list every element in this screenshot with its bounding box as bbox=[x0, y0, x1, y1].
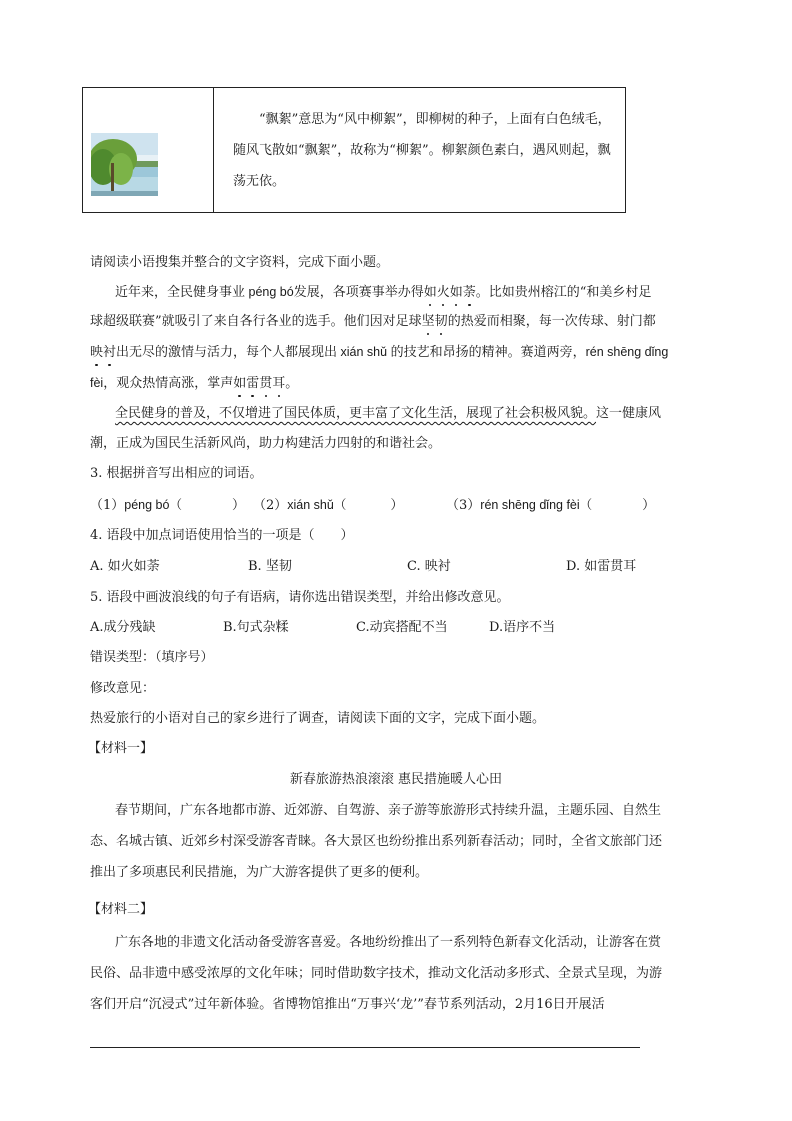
table-description: “飘絮”意思为“风中柳絮”，即柳树的种子，上面有白色绒毛，随风飞散如“飘絮”，故称为“柳絮”。柳絮颜色素白，遇风则起，飘荡无依。 bbox=[233, 112, 611, 189]
q3-item-2: （2）xián shǔ（ ） bbox=[253, 498, 404, 513]
q3-item-1: （1）péng bó（ ） bbox=[90, 498, 245, 513]
passage1-line5: 全民健身的普及，不仅增进了国民体质，更丰富了文化生活，展现了社会积极风貌。这一健康风 bbox=[115, 406, 662, 421]
q5-option-b: B.句式杂糅 bbox=[223, 620, 289, 635]
material-two-label: 【材料二】 bbox=[88, 902, 154, 917]
q4-option-d: D. 如雷贯耳 bbox=[566, 559, 637, 574]
q5-error-type: 错误类型：（填序号） bbox=[90, 650, 214, 665]
footer-rule bbox=[90, 1047, 640, 1048]
passage1-line1: 近年来，全民健身事业 péng bó发展，各项赛事举办得如火如荼。比如贵州榕江的“和美乡村足 bbox=[115, 285, 652, 300]
q3-items bbox=[90, 497, 700, 515]
q5-option-c: C.动宾搭配不当 bbox=[356, 620, 448, 635]
wavy-sentence: 全民健身的普及，不仅增进了国民体质，更丰富了文化生活，展现了社会积极风貌。 bbox=[115, 406, 597, 421]
material-two-line3: 客们开启“沉浸式”过年新体验。省博物馆推出“万事兴‘龙’”春节系列活动，2月16日开展活 bbox=[90, 997, 605, 1012]
q5-advice: 修改意见： bbox=[90, 681, 156, 696]
passage1-line6: 潮，正成为国民生活新风尚，助力构建活力四射的和谐社会。 bbox=[90, 436, 442, 451]
willow-tree-image bbox=[91, 133, 158, 196]
q4-option-a: A. 如火如荼 bbox=[90, 559, 160, 574]
passage1-line4: fèi，观众热情高涨，掌声如雷贯耳。 bbox=[90, 376, 299, 391]
q5-option-d: D.语序不当 bbox=[489, 620, 556, 635]
passage1-intro: 请阅读小语搜集并整合的文字资料，完成下面小题。 bbox=[90, 255, 390, 270]
q5-option-a: A.成分残缺 bbox=[90, 620, 156, 635]
info-table bbox=[82, 87, 626, 213]
q4-option-b: B. 坚韧 bbox=[248, 559, 292, 574]
material-two-line1: 广东各地的非遗文化活动备受游客喜爱。各地纷纷推出了一系列特色新春文化活动，让游客在赏 bbox=[115, 935, 662, 950]
material-one-label: 【材料一】 bbox=[88, 741, 154, 756]
q4-option-c: C. 映衬 bbox=[407, 559, 451, 574]
passage1-line2: 球超级联赛”就吸引了来自各行各业的选手。他们因对足球坚韧的热爱而相聚，每一次传球、射门都 bbox=[90, 314, 656, 329]
table-divider bbox=[213, 88, 214, 212]
q5-stem: 5. 语段中画波浪线的句子有语病，请你选出错误类型，并给出修改意见。 bbox=[90, 590, 510, 605]
q3-item-3: （3）rén shēng dǐng fèi（ ） bbox=[446, 498, 656, 513]
material-one-title: 新春旅游热浪滚滚 惠民措施暖人心田 bbox=[289, 772, 503, 787]
q4-options bbox=[90, 559, 690, 577]
material-one-line2: 态、名城古镇、近郊乡村深受游客青睐。各大景区也纷纷推出系列新春活动；同时，全省文旅部门还 bbox=[90, 834, 663, 849]
material-one-line3: 推出了多项惠民利民措施，为广大游客提供了更多的便利。 bbox=[90, 865, 429, 880]
q3-stem: 3. 根据拼音写出相应的词语。 bbox=[90, 466, 263, 481]
q5-options bbox=[90, 620, 650, 638]
passage1-line3: 映衬出无尽的激情与活力，每个人都展现出 xián shǔ 的技艺和昂扬的精神。赛道两旁，rén shēng dǐng bbox=[90, 345, 669, 360]
q4-stem: 4. 语段中加点词语使用恰当的一项是（ ） bbox=[90, 528, 354, 543]
material-two-line2: 民俗、品非遗中感受浓厚的文化年味；同时借助数字技术，推动文化活动多形式、全景式呈现，为游 bbox=[90, 966, 663, 981]
passage2-intro: 热爱旅行的小语对自己的家乡进行了调查，请阅读下面的文字，完成下面小题。 bbox=[90, 711, 546, 726]
material-one-line1: 春节期间，广东各地都市游、近郊游、自驾游、亲子游等旅游形式持续升温，主题乐园、自然生 bbox=[115, 803, 662, 818]
